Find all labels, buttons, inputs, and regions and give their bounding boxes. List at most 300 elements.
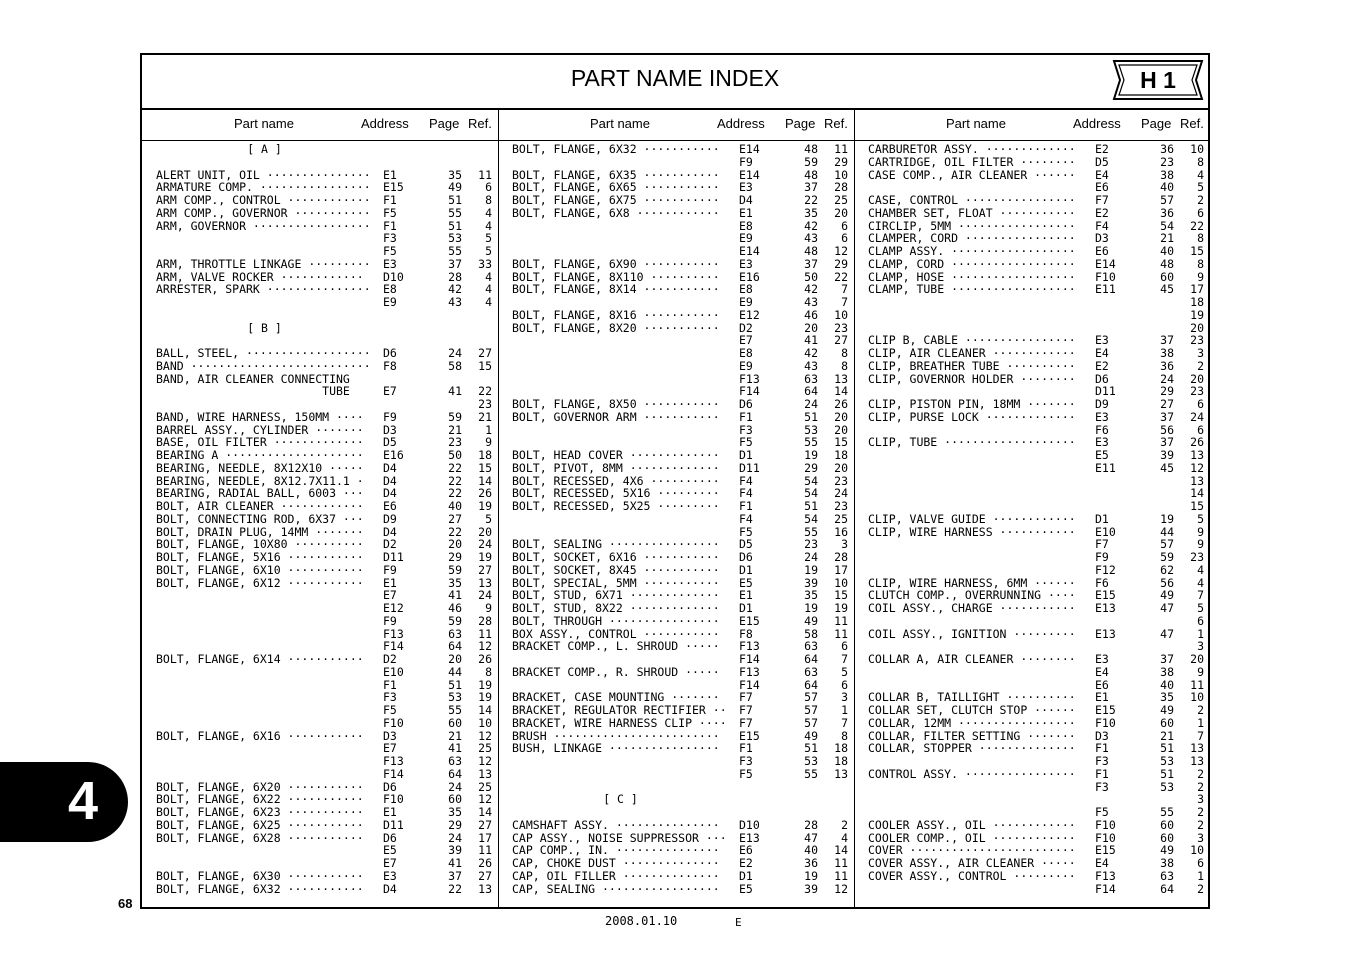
part-name: BOLT, FLANGE, 6X90 ··········· <box>512 256 720 271</box>
address: D1 <box>1095 511 1109 526</box>
index-row <box>498 296 848 309</box>
index-row <box>498 322 848 335</box>
page: 46 <box>448 601 462 615</box>
address: E13 <box>1095 626 1116 641</box>
ref: 8 <box>485 193 492 207</box>
page: 51 <box>1160 766 1174 781</box>
index-row <box>142 360 492 373</box>
ref: 9 <box>1197 664 1204 679</box>
page: 43 <box>804 358 818 373</box>
ref: 14 <box>1190 486 1204 501</box>
page: 39 <box>448 843 462 858</box>
index-row <box>854 806 1204 819</box>
address: E4 <box>1095 856 1109 870</box>
part-name: BOLT, FLANGE, 5X16 ··········· <box>156 550 364 564</box>
address: E3 <box>739 256 753 271</box>
part-name: CLIP, TUBE ··················· <box>868 435 1076 450</box>
address: E2 <box>1095 358 1109 373</box>
part-name: CLIP, WIRE HARNESS, 6MM ······ <box>868 575 1076 590</box>
page: 35 <box>448 805 462 819</box>
part-name: BOLT, SOCKET, 8X45 ··········· <box>512 562 720 577</box>
address: E4 <box>1095 167 1109 182</box>
part-name: BOLT, CONNECTING ROD, 6X37 ··· <box>156 511 364 526</box>
page: 49 <box>1160 588 1174 603</box>
part-name: TUBE <box>156 384 350 399</box>
page: 48 <box>804 167 818 182</box>
index-row <box>854 487 1204 500</box>
address: E16 <box>739 269 760 284</box>
page: 54 <box>804 486 818 501</box>
page: 24 <box>804 397 818 411</box>
page: 59 <box>804 154 818 169</box>
address: F1 <box>739 499 753 513</box>
part-name: COIL ASSY., CHARGE ··········· <box>868 601 1076 615</box>
ref: 8 <box>841 358 848 373</box>
part-name: BOLT, FLANGE, 6X20 ··········· <box>156 779 364 794</box>
index-row <box>498 742 848 755</box>
address: D9 <box>1095 397 1109 411</box>
address: F3 <box>1095 754 1109 768</box>
part-name: BOLT, FLANGE, 8X16 ··········· <box>512 307 720 322</box>
ref: 6 <box>1197 397 1204 411</box>
ref: 2 <box>1197 766 1204 781</box>
ref: 9 <box>1197 537 1204 552</box>
index-row <box>498 564 848 577</box>
page-title: PART NAME INDEX <box>570 65 780 91</box>
ref: 1 <box>841 703 848 717</box>
address: E3 <box>739 180 753 195</box>
address: D11 <box>1095 384 1116 399</box>
part-name: BOLT, STUD, 8X22 ············· <box>512 601 720 615</box>
page: 35 <box>804 588 818 603</box>
page: 23 <box>448 435 462 450</box>
part-name: CLIP, AIR CLEANER ············ <box>868 346 1076 360</box>
index-row <box>498 615 848 628</box>
address: E15 <box>1095 588 1116 603</box>
index-row <box>498 462 848 475</box>
index-row <box>854 768 1204 781</box>
page: 28 <box>804 817 818 832</box>
ref: 4 <box>1197 167 1204 182</box>
ref: 23 <box>1190 550 1204 564</box>
part-name: CLIP B, CABLE ················ <box>868 333 1076 348</box>
address: F7 <box>739 715 753 730</box>
index-row <box>498 398 848 411</box>
index-row <box>854 615 1204 628</box>
index-row <box>854 347 1204 360</box>
part-name: BASE, OIL FILTER ············· <box>156 435 364 450</box>
part-name: COOLER ASSY., OIL ············ <box>868 817 1076 832</box>
index-row <box>142 449 492 462</box>
ref: 1 <box>1197 868 1204 883</box>
index-row <box>854 258 1204 271</box>
index-row <box>498 768 848 781</box>
part-name: COLLAR, 12MM ················· <box>868 715 1076 730</box>
ref: 6 <box>841 639 848 654</box>
address: E10 <box>383 664 404 679</box>
index-row <box>498 360 848 373</box>
ref: 26 <box>478 652 492 666</box>
part-name: BAND, AIR CLEANER CONNECTING <box>156 371 350 386</box>
header-part-name: Part name <box>946 116 1006 131</box>
address: E11 <box>1095 460 1116 475</box>
page: 37 <box>1160 333 1174 348</box>
ref: 4 <box>485 295 492 309</box>
page: 35 <box>804 205 818 220</box>
index-row <box>142 564 492 577</box>
ref: 18 <box>834 754 848 768</box>
part-name: ALERT UNIT, OIL ··············· <box>156 167 371 182</box>
part-name: CLIP, WIRE HARNESS ··········· <box>868 524 1076 539</box>
ref: 23 <box>1190 333 1204 348</box>
part-name: CLAMP, TUBE ·················· <box>868 282 1076 297</box>
address: F9 <box>1095 550 1109 564</box>
ref: 8 <box>485 664 492 679</box>
index-row <box>142 730 492 743</box>
index-row <box>142 309 492 322</box>
address: F9 <box>383 613 397 628</box>
page: 64 <box>804 384 818 399</box>
index-row <box>498 309 848 322</box>
print-date: 2008.01.10 <box>605 914 678 928</box>
part-name: BAND, WIRE HARNESS, 150MM ···· <box>156 409 364 424</box>
page: 50 <box>448 448 462 462</box>
index-row <box>142 768 492 781</box>
ref: 19 <box>478 690 492 705</box>
address: F14 <box>383 766 404 781</box>
part-name: BUSH, LINKAGE ················ <box>512 741 720 756</box>
index-row <box>142 819 492 832</box>
ref: 27 <box>478 346 492 360</box>
index-column-1 <box>142 143 492 895</box>
address: F5 <box>383 205 397 220</box>
page: 63 <box>804 664 818 679</box>
page: 37 <box>804 256 818 271</box>
index-row <box>498 424 848 437</box>
part-name: BALL, STEEL, ·················· <box>156 346 371 360</box>
index-row <box>142 398 492 411</box>
index-row <box>142 857 492 870</box>
index-row <box>498 220 848 233</box>
page: 38 <box>1160 664 1174 679</box>
ref: 5 <box>485 244 492 258</box>
address: F14 <box>739 677 760 692</box>
ref: 5 <box>485 511 492 526</box>
ref: 10 <box>1190 843 1204 858</box>
address: E13 <box>1095 601 1116 615</box>
index-row <box>142 513 492 526</box>
index-column-3 <box>854 143 1204 895</box>
part-name: CLAMP ASSY. ·················· <box>868 244 1076 258</box>
ref: 6 <box>1197 422 1204 437</box>
page: 38 <box>1160 346 1174 360</box>
page: 38 <box>1160 856 1174 870</box>
page: 38 <box>1160 167 1174 182</box>
ref: 19 <box>478 550 492 564</box>
index-row <box>498 156 848 169</box>
address: D6 <box>383 830 397 845</box>
index-row <box>854 526 1204 539</box>
ref: 3 <box>1197 792 1204 807</box>
page-number: 68 <box>118 896 133 911</box>
page: 44 <box>448 664 462 679</box>
part-name: CLIP, VALVE GUIDE ············ <box>868 511 1076 526</box>
page: 62 <box>1160 562 1174 577</box>
ref: 2 <box>1197 805 1204 819</box>
address: E10 <box>1095 524 1116 539</box>
ref: 2 <box>1197 881 1204 896</box>
page: 41 <box>448 384 462 399</box>
index-row <box>142 258 492 271</box>
part-name: CARBURETOR ASSY. ············· <box>868 142 1076 156</box>
index-row <box>142 589 492 602</box>
page: 60 <box>1160 817 1174 832</box>
section-code: H 1 <box>1140 67 1176 93</box>
index-row <box>142 870 492 883</box>
part-name: ARM, VALVE ROCKER ············ <box>156 269 364 284</box>
page: 54 <box>804 511 818 526</box>
header-ref: Ref. <box>468 116 492 131</box>
address: F13 <box>739 664 760 679</box>
address: D6 <box>383 346 397 360</box>
part-name: BOLT, HEAD COVER ············· <box>512 448 720 462</box>
part-name: BOLT, FLANGE, 6X10 ··········· <box>156 562 364 577</box>
index-row <box>498 283 848 296</box>
part-name: BOLT, RECESSED, 5X25 ········· <box>512 499 720 513</box>
address: F4 <box>739 473 753 488</box>
ref: 10 <box>834 307 848 322</box>
part-name: COLLAR, STOPPER ·············· <box>868 741 1076 756</box>
page: 37 <box>804 180 818 195</box>
address: F4 <box>739 486 753 501</box>
page: 60 <box>1160 830 1174 845</box>
address: D10 <box>383 269 404 284</box>
address: F13 <box>383 626 404 641</box>
part-name: COLLAR B, TAILLIGHT ·········· <box>868 690 1076 705</box>
part-name: COVER ASSY., AIR CLEANER ····· <box>868 856 1076 870</box>
ref: 1 <box>1197 626 1204 641</box>
page: 58 <box>448 358 462 373</box>
index-row <box>142 628 492 641</box>
address: E3 <box>1095 435 1109 450</box>
ref: 7 <box>841 652 848 666</box>
page: 35 <box>1160 690 1174 705</box>
index-row <box>854 143 1204 156</box>
page: 55 <box>448 703 462 717</box>
page: 63 <box>1160 868 1174 883</box>
page: 23 <box>804 537 818 552</box>
address: F14 <box>739 652 760 666</box>
address: D4 <box>383 524 397 539</box>
page: 63 <box>448 754 462 768</box>
part-name: BEARING, NEEDLE, 8X12X10 ····· <box>156 460 364 475</box>
ref: 6 <box>485 180 492 195</box>
part-name: BOLT, STUD, 6X71 ············· <box>512 588 720 603</box>
address: E4 <box>1095 346 1109 360</box>
ref: 5 <box>1197 511 1204 526</box>
address: E12 <box>383 601 404 615</box>
part-name: COLLAR A, AIR CLEANER ········ <box>868 652 1076 666</box>
part-name: COLLAR, FILTER SETTING ······· <box>868 728 1076 743</box>
page: 47 <box>1160 626 1174 641</box>
index-row <box>854 194 1204 207</box>
address: E7 <box>383 856 397 870</box>
ref: 29 <box>834 154 848 169</box>
index-row <box>854 373 1204 386</box>
part-name: BOLT, AIR CLEANER ············ <box>156 499 364 513</box>
ref: 28 <box>834 550 848 564</box>
address: E13 <box>739 830 760 845</box>
ref: 12 <box>478 639 492 654</box>
index-row <box>854 398 1204 411</box>
part-name: ARM, THROTTLE LINKAGE ········· <box>156 256 371 271</box>
part-name: BOLT, FLANGE, 8X50 ··········· <box>512 397 720 411</box>
ref: 9 <box>1197 269 1204 284</box>
part-name: BOLT, FLANGE, 8X14 ··········· <box>512 282 720 297</box>
address: F7 <box>739 690 753 705</box>
ref: 24 <box>834 486 848 501</box>
address: D6 <box>739 550 753 564</box>
address: E15 <box>739 728 760 743</box>
header-part-name: Part name <box>234 116 294 131</box>
index-row <box>854 283 1204 296</box>
page: 40 <box>804 843 818 858</box>
address: F10 <box>1095 269 1116 284</box>
page: 42 <box>804 346 818 360</box>
page: 60 <box>448 715 462 730</box>
address: F9 <box>383 562 397 577</box>
part-name: CAP, SEALING ················· <box>512 881 720 896</box>
part-name: BOLT, FLANGE, 6X22 ··········· <box>156 792 364 807</box>
index-row <box>854 793 1204 806</box>
part-name: BOLT, THROUGH ················ <box>512 613 720 628</box>
page: 60 <box>1160 269 1174 284</box>
index-row <box>498 143 848 156</box>
ref: 5 <box>485 231 492 246</box>
page: 19 <box>804 448 818 462</box>
ref: 24 <box>478 537 492 552</box>
ref: 15 <box>478 460 492 475</box>
page: 55 <box>804 435 818 450</box>
ref: 13 <box>478 766 492 781</box>
index-row <box>854 819 1204 832</box>
page: 53 <box>804 754 818 768</box>
index-row <box>854 475 1204 488</box>
index-row <box>498 334 848 347</box>
ref: 15 <box>834 435 848 450</box>
page: 21 <box>1160 728 1174 743</box>
index-frame <box>140 53 1210 909</box>
ref: 26 <box>478 486 492 501</box>
ref: 12 <box>1190 460 1204 475</box>
page: 49 <box>804 728 818 743</box>
page: 49 <box>448 180 462 195</box>
page: 53 <box>1160 754 1174 768</box>
address: F5 <box>739 524 753 539</box>
part-name: BOLT, FLANGE, 6X30 ··········· <box>156 868 364 883</box>
ref: 18 <box>478 448 492 462</box>
page: 64 <box>448 766 462 781</box>
ref: 13 <box>1190 448 1204 462</box>
ref: 20 <box>834 460 848 475</box>
address: E6 <box>1095 180 1109 195</box>
address: D6 <box>1095 371 1109 386</box>
index-row <box>854 411 1204 424</box>
address: E3 <box>383 868 397 883</box>
index-row <box>854 883 1204 896</box>
address: F10 <box>383 715 404 730</box>
ref: 20 <box>1190 652 1204 666</box>
ref: 29 <box>834 256 848 271</box>
chapter-tab <box>0 762 128 842</box>
page: 57 <box>1160 537 1174 552</box>
address: F4 <box>739 511 753 526</box>
ref: 19 <box>834 601 848 615</box>
page: 60 <box>448 792 462 807</box>
page: 43 <box>448 295 462 309</box>
page: 29 <box>448 817 462 832</box>
ref: 18 <box>834 448 848 462</box>
ref: 33 <box>478 256 492 271</box>
address: E7 <box>383 384 397 399</box>
address: E2 <box>1095 205 1109 220</box>
address: F1 <box>383 193 397 207</box>
page: 53 <box>448 231 462 246</box>
page: 51 <box>448 193 462 207</box>
page: 20 <box>804 320 818 335</box>
address: D11 <box>383 550 404 564</box>
page: 20 <box>448 537 462 552</box>
index-row <box>854 704 1204 717</box>
address: F10 <box>1095 817 1116 832</box>
ref: 20 <box>478 524 492 539</box>
page: 37 <box>1160 409 1174 424</box>
address: D5 <box>1095 154 1109 169</box>
ref: 15 <box>834 588 848 603</box>
index-row <box>142 462 492 475</box>
ref: 13 <box>478 881 492 896</box>
page: 51 <box>1160 741 1174 756</box>
ref: 12 <box>478 728 492 743</box>
part-name: CHAMBER SET, FLOAT ··········· <box>868 205 1076 220</box>
ref: 8 <box>1197 154 1204 169</box>
part-name: BRACKET COMP., L. SHROUD ····· <box>512 639 720 654</box>
ref: 13 <box>478 575 492 590</box>
index-row <box>854 360 1204 373</box>
header-address: Address <box>361 116 409 131</box>
index-row <box>854 449 1204 462</box>
index-row <box>142 717 492 730</box>
index-row <box>142 704 492 717</box>
chapter-number: 4 <box>68 771 99 831</box>
page: 41 <box>448 741 462 756</box>
address: E1 <box>383 167 397 182</box>
page: 41 <box>448 856 462 870</box>
address: F3 <box>739 754 753 768</box>
page: 42 <box>804 218 818 233</box>
address: F5 <box>383 244 397 258</box>
index-row <box>142 577 492 590</box>
ref: 17 <box>1190 282 1204 297</box>
address: F1 <box>383 218 397 233</box>
page: 36 <box>1160 142 1174 156</box>
address: F9 <box>383 409 397 424</box>
ref: 25 <box>834 193 848 207</box>
index-row <box>142 679 492 692</box>
ref: 20 <box>834 205 848 220</box>
index-row <box>142 296 492 309</box>
part-name: BOLT, FLANGE, 6X23 ··········· <box>156 805 364 819</box>
